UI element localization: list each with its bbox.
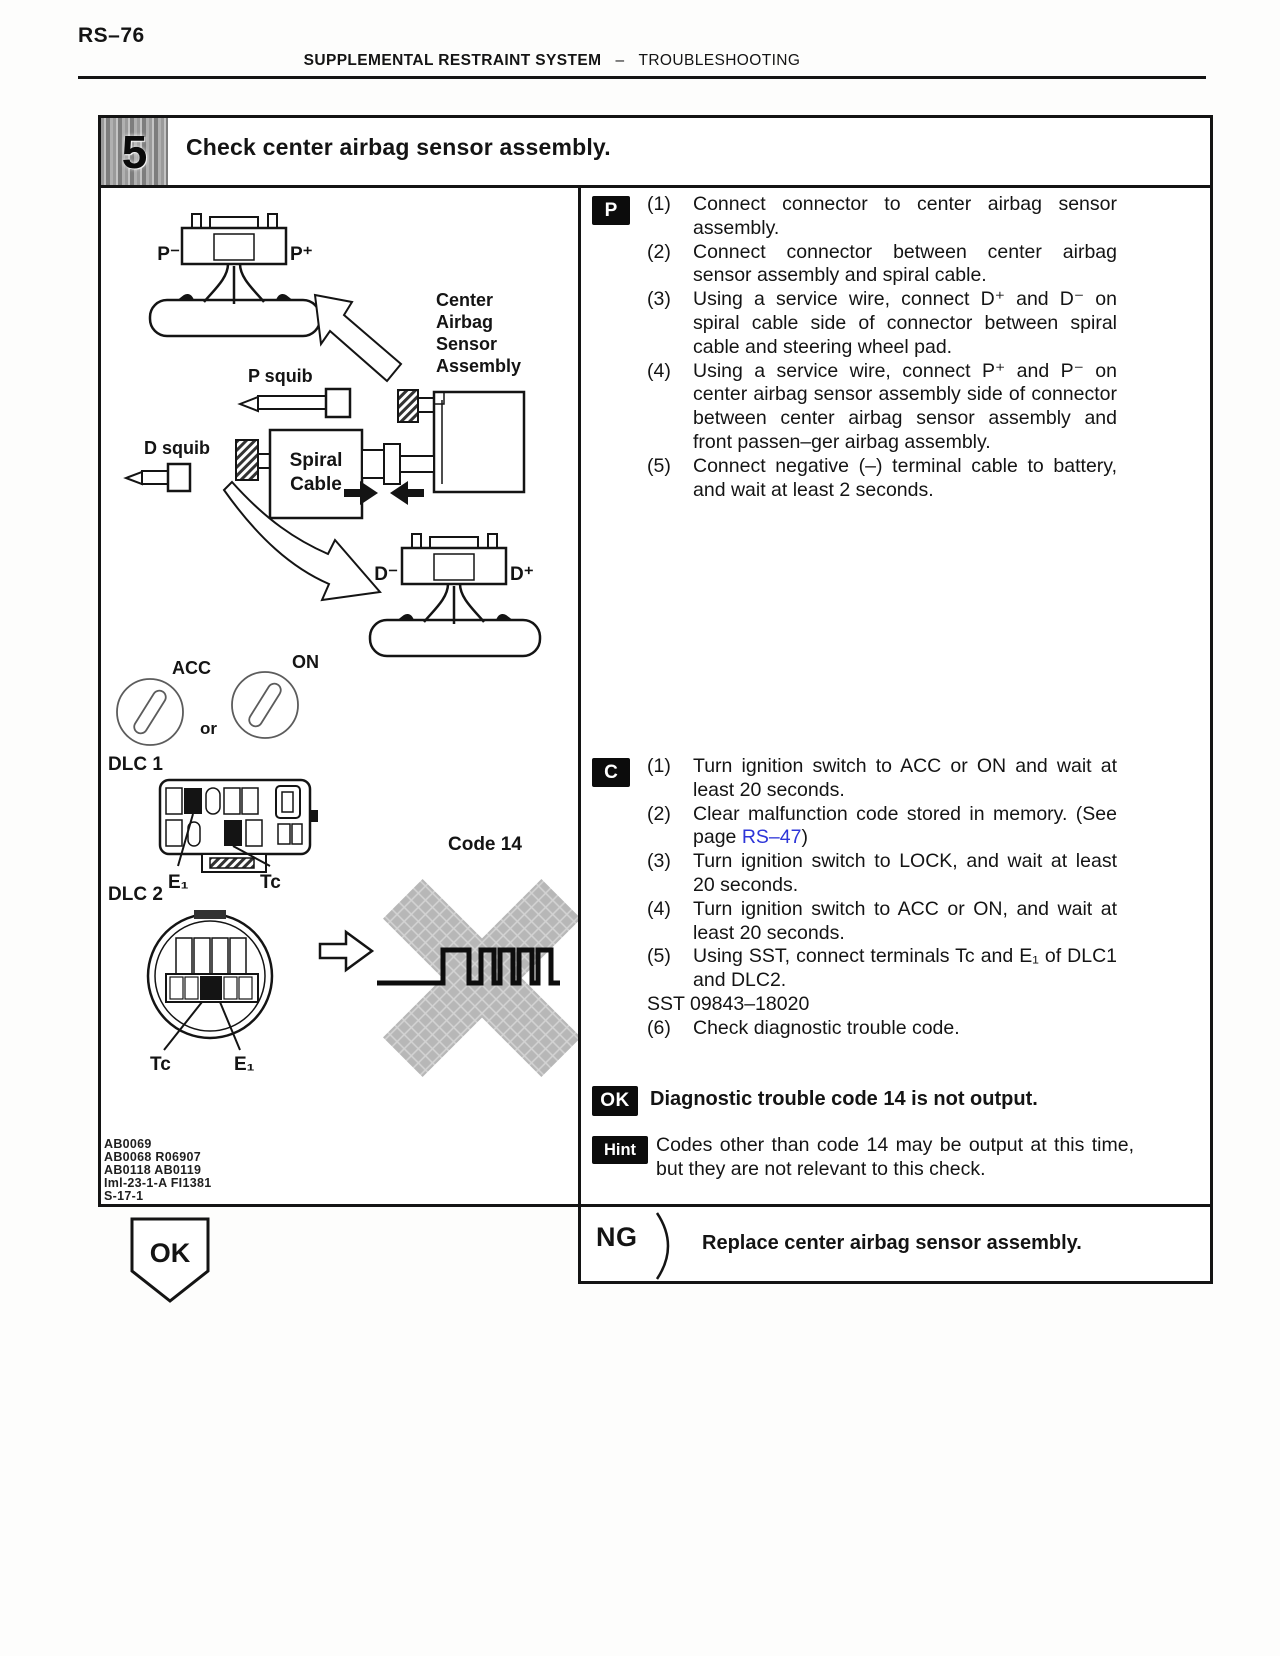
on-label: ON	[292, 652, 319, 672]
ok-result-text: Diagnostic trouble code 14 is not output.	[650, 1088, 1038, 1110]
item-number: (5)	[647, 454, 671, 477]
item-number: (4)	[647, 359, 671, 382]
d-squib-label: D squib	[144, 438, 210, 458]
item-number: (2)	[647, 802, 671, 825]
page-header	[0, 52, 1104, 70]
p-minus-label: P⁻	[157, 244, 180, 265]
dlc1-illustration	[108, 754, 318, 893]
header-subsection: TROUBLESHOOTING	[638, 52, 801, 69]
check-item	[647, 755, 1117, 803]
center-label-1: Center	[436, 290, 494, 310]
prepare-item	[647, 193, 1117, 241]
p-squib-label: P squib	[248, 366, 313, 386]
ng-label: NG	[596, 1222, 638, 1252]
item-text: Connect negative (–) terminal cable to battery, and wait at least 2 seconds.	[693, 454, 1117, 501]
hatched-connector-p	[398, 390, 418, 422]
code14-label: Code 14	[448, 834, 522, 855]
result-arrow	[320, 932, 372, 970]
fig-code-4: Iml-23-1-A FI1381	[104, 1176, 212, 1190]
dlc1-tc-label: Tc	[260, 872, 281, 893]
page-link-rs47[interactable]: RS–47	[741, 826, 802, 849]
prepare-item	[647, 360, 1117, 455]
fig-code-2: AB0068 R06907	[104, 1150, 202, 1164]
dlc1-label: DLC 1	[108, 754, 163, 775]
item-number: (5)	[647, 945, 671, 968]
item-number: (6)	[647, 1016, 671, 1039]
p-squib-wire	[240, 366, 350, 417]
p-plus-label: P⁺	[290, 244, 313, 265]
page-code: RS–76	[78, 24, 145, 47]
item-text: Using SST, connect terminals Tc and E₁ of DLC1 and DLC2.	[693, 945, 1117, 992]
fig-code-1: AB0069	[104, 1137, 152, 1151]
d-minus-label: D⁻	[374, 564, 398, 585]
prepare-badge: P	[592, 196, 630, 225]
item-number: (1)	[647, 755, 671, 777]
check-badge: C	[592, 758, 630, 787]
dlc1-e1-label: E₁	[168, 872, 189, 893]
center-sensor-label	[436, 290, 521, 376]
item-text: Clear malfunction code stored in memory. (See page	[693, 802, 1117, 849]
dlc2-tc-label: Tc	[150, 1054, 171, 1075]
step-number-badge	[101, 118, 168, 185]
center-label-3: Sensor	[436, 334, 498, 354]
ok-badge: OK	[592, 1086, 638, 1116]
item-text: Using a service wire, connect P⁺ and P⁻ on center airbag sensor assembly side of connector between center airbag sensor assembly and front passen–ger airbag assembly.	[693, 359, 1117, 453]
item-number: (3)	[647, 288, 671, 311]
hint-badge: Hint	[592, 1136, 648, 1164]
item-number: (1)	[647, 193, 671, 215]
prepare-item	[647, 288, 1117, 359]
check-item	[647, 898, 1117, 946]
ok-flow-label: OK	[149, 1238, 191, 1268]
item-text: Turn ignition switch to LOCK, and wait at least 20 seconds.	[693, 850, 1117, 896]
diagram	[98, 188, 578, 1204]
p-squib-connector-illustration	[150, 214, 320, 336]
header-section: SUPPLEMENTAL RESTRAINT SYSTEM	[303, 52, 602, 69]
spiral-label-2: Cable	[290, 474, 342, 495]
item-text: Connect connector between center airbag sensor assembly and spiral cable.	[693, 240, 1117, 287]
item-text: Turn ignition switch to ACC or ON, and wait at least 20 seconds.	[693, 897, 1117, 944]
connector-link-d	[258, 454, 270, 468]
acc-label: ACC	[172, 658, 211, 678]
fig-code-5: S-17-1	[104, 1189, 144, 1203]
prepare-item	[647, 455, 1117, 503]
center-label-2: Airbag	[436, 312, 494, 332]
check-item	[647, 945, 1117, 993]
prepare-list	[647, 193, 1117, 502]
check-item	[647, 803, 1117, 851]
dlc2-illustration	[108, 884, 272, 1075]
ng-chevron-icon	[652, 1210, 682, 1282]
ignition-acc-on	[117, 652, 319, 745]
ng-action-text: Replace center airbag sensor assembly.	[702, 1232, 1082, 1254]
or-label: or	[200, 719, 217, 738]
d-squib-wire	[126, 438, 210, 491]
item-number: (4)	[647, 897, 671, 920]
item-number: (3)	[647, 850, 671, 873]
check-item	[647, 1017, 1117, 1041]
sst-line: SST 09843–18020	[647, 992, 810, 1015]
header-rule	[78, 76, 1206, 79]
dlc2-label: DLC 2	[108, 884, 163, 905]
check-list	[647, 755, 1117, 1041]
d-squib-connector-illustration	[370, 534, 540, 656]
header-separator: –	[615, 52, 625, 69]
ok-flow-arrow	[128, 1216, 212, 1306]
spiral-label-1: Spiral	[289, 450, 343, 471]
spiral-cable-box	[270, 430, 362, 518]
spiral-to-sensor-link	[362, 444, 434, 484]
column-divider	[578, 188, 581, 1281]
hatched-connector-d	[236, 440, 258, 480]
item-text: Turn ignition switch to ACC or ON and wait at least 20 seconds.	[693, 755, 1117, 801]
dlc2-e1-label: E₁	[234, 1054, 255, 1075]
item-text: )	[801, 826, 808, 849]
d-plus-label: D⁺	[510, 564, 534, 585]
center-label-4: Assembly	[436, 356, 522, 376]
code14-waveform	[377, 950, 560, 983]
step-number: 5	[121, 125, 148, 178]
item-text: Check diagnostic trouble code.	[693, 1016, 960, 1039]
item-number: (2)	[647, 240, 671, 263]
prepare-item	[647, 241, 1117, 289]
connector-link-p	[418, 398, 434, 412]
item-text: Using a service wire, connect D⁺ and D⁻ on spiral cable side of connector between spiral cable and steering wheel pad.	[693, 288, 1117, 358]
check-item	[647, 850, 1117, 898]
item-text: Connect connector to center airbag sensor assembly.	[693, 193, 1117, 239]
center-sensor-box	[434, 392, 524, 492]
fig-code-3: AB0118 AB0119	[104, 1163, 202, 1177]
arrow-to-p-connector	[315, 295, 401, 381]
step-title: Check center airbag sensor assembly.	[186, 134, 611, 160]
figure-codes	[104, 1137, 211, 1203]
hint-text: Codes other than code 14 may be output at this time, but they are not relevant to this check.	[656, 1134, 1134, 1180]
